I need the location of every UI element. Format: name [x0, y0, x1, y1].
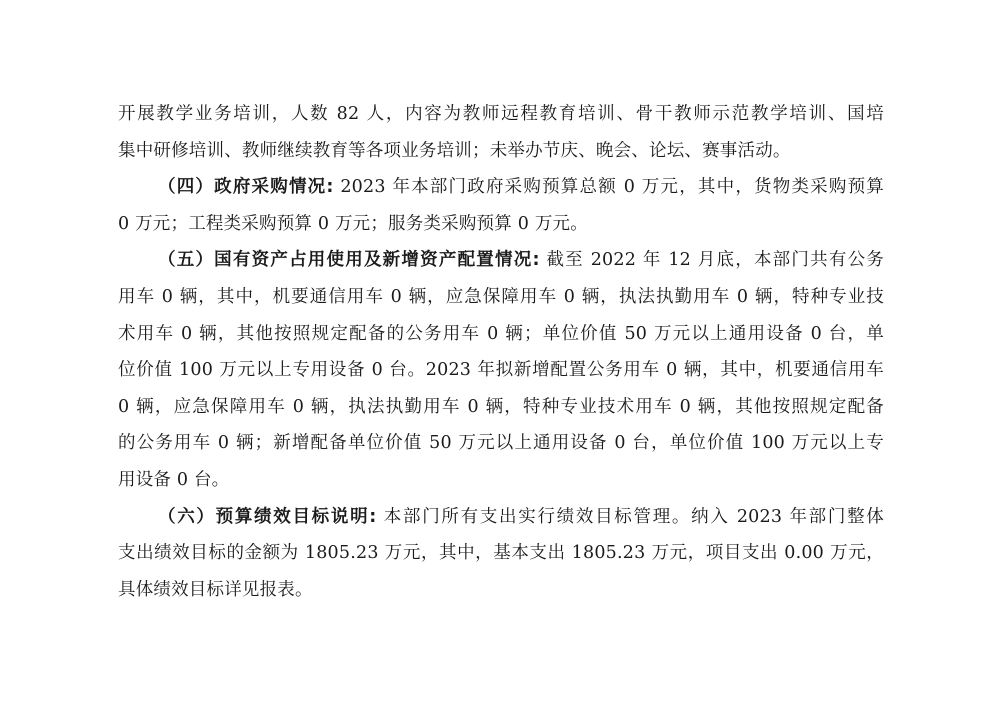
text-line: 具体绩效目标详见报表。 [118, 579, 313, 600]
paragraph-government-procurement [118, 169, 884, 242]
text-line: 的公务用车 0 辆；新增配备单位价值 50 万元以上通用设备 0 台，单位价值 100 万元以上专 [118, 433, 884, 454]
text-line: 位价值 100 万元以上专用设备 0 台。2023 年拟新增配置公务用车 0 辆，其中，机要通信用车 [118, 360, 884, 381]
text-run: 截至 2022 年 12 月底，本部门共有公务 [539, 250, 884, 271]
text-line: 术用车 0 辆，其他按照规定配备的公务用车 0 辆；单位价值 50 万元以上通用设备 0 台，单 [118, 323, 884, 344]
paragraph-state-assets [118, 242, 884, 498]
text-line: 集中研修培训、教师继续教育等各项业务培训；未举办节庆、晚会、论坛、赛事活动。 [118, 140, 791, 161]
section-heading: （五）国有资产占用使用及新增资产配置情况: [158, 250, 540, 271]
text-line: 用车 0 辆，其中，机要通信用车 0 辆，应急保障用车 0 辆，执法执勤用车 0 辆，特种专业技 [118, 286, 884, 307]
text-run: 2023 年本部门政府采购预算总额 0 万元，其中，货物类采购预算 [333, 177, 884, 198]
text-line: 开展教学业务培训，人数 82 人，内容为教师远程教育培训、骨干教师示范教学培训、国培 [118, 104, 884, 124]
text-line: 支出绩效目标的金额为 1805.23 万元，其中，基本支出 1805.23 万元，项目支出 0.00 万元， [118, 543, 884, 564]
text-line: 0 万元；工程类采购预算 0 万元；服务类采购预算 0 万元。 [118, 213, 588, 234]
text-line [118, 169, 884, 206]
document-page [118, 96, 884, 608]
text-run: 本部门所有支出实行绩效目标管理。纳入 2023 年部门整体 [376, 506, 884, 527]
text-line: 0 辆，应急保障用车 0 辆，执法执勤用车 0 辆，特种专业技术用车 0 辆，其他按照规定配备 [118, 396, 884, 417]
section-heading: （六）预算绩效目标说明: [158, 506, 377, 527]
text-line: 用设备 0 台。 [118, 469, 230, 490]
text-line [118, 242, 884, 279]
text-line [118, 499, 884, 536]
paragraph-performance-targets [118, 499, 884, 609]
paragraph-intro [118, 96, 884, 169]
section-heading: （四）政府采购情况: [158, 177, 334, 198]
